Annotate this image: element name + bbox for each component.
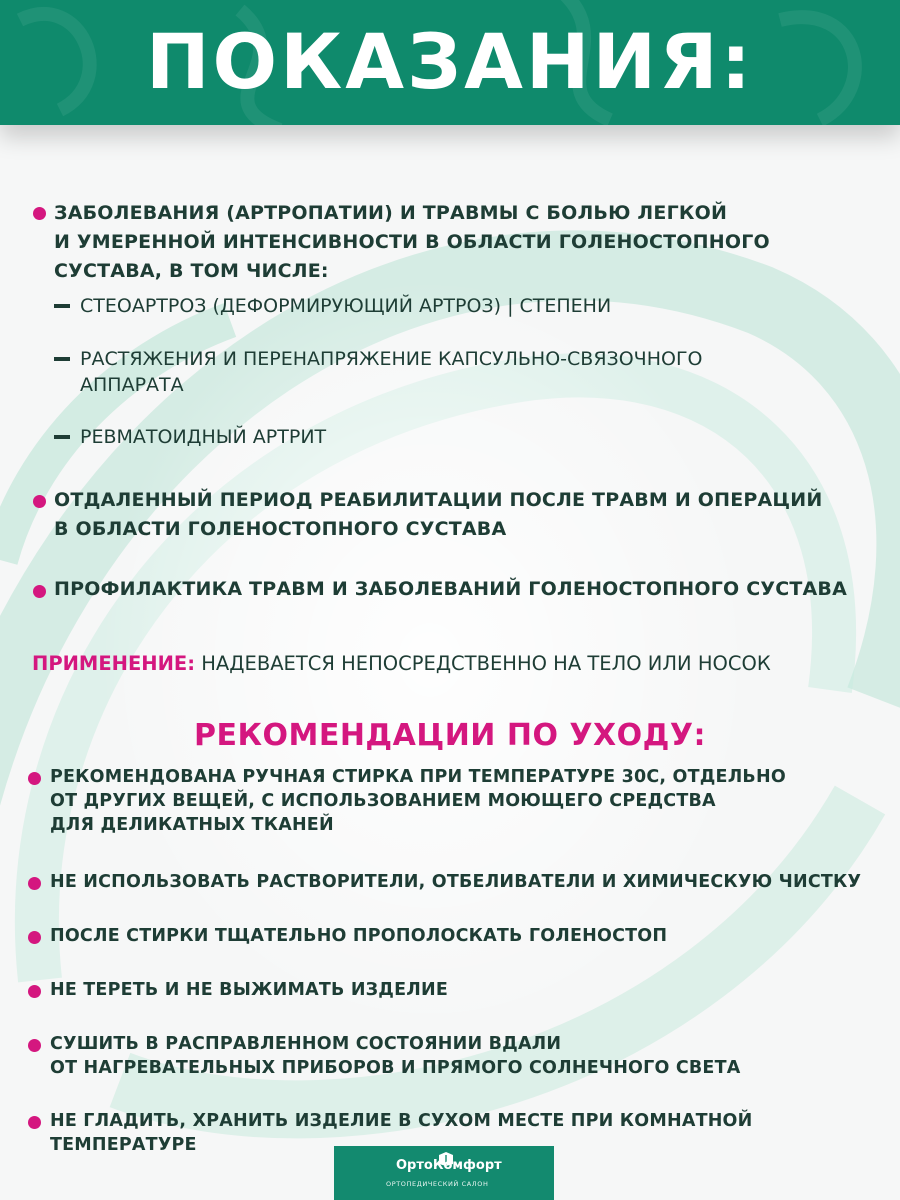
care-line: ОТ ДРУГИХ ВЕЩЕЙ, С ИСПОЛЬЗОВАНИЕМ МОЮЩЕГО СРЕДСТВА — [50, 791, 716, 811]
indication-line: СУСТАВА, В ТОМ ЧИСЛЕ: — [54, 260, 329, 282]
indication-line: В ОБЛАСТИ ГОЛЕНОСТОПНОГО СУСТАВА — [54, 518, 507, 540]
indication-line: ОТДАЛЕННЫЙ ПЕРИОД РЕАБИЛИТАЦИИ ПОСЛЕ ТРАВМ И ОПЕРАЦИЙ — [54, 489, 823, 511]
bullet-dot-icon — [28, 931, 41, 944]
dash-icon — [54, 304, 70, 308]
care-line: ТЕМПЕРАТУРЕ — [50, 1135, 197, 1155]
sub-item-text: РАСТЯЖЕНИЯ И ПЕРЕНАПРЯЖЕНИЕ КАПСУЛЬНО-СВЯЗОЧНОГО — [80, 348, 703, 370]
indication-line: И УМЕРЕННОЙ ИНТЕНСИВНОСТИ В ОБЛАСТИ ГОЛЕНОСТОПНОГО — [54, 231, 770, 253]
application-line — [32, 650, 771, 678]
care-line: НЕ ИСПОЛЬЗОВАТЬ РАСТВОРИТЕЛИ, ОТБЕЛИВАТЕЛИ И ХИМИЧЕСКУЮ ЧИСТКУ — [50, 872, 862, 892]
bullet-dot-icon — [28, 772, 41, 785]
sub-item-text: АППАРАТА — [80, 374, 184, 396]
page-title: ПОКАЗАНИЯ: — [145, 17, 755, 106]
brand-logo — [334, 1146, 554, 1200]
logo-subtitle: ОРТОПЕДИЧЕСКИЙ САЛОН — [386, 1180, 489, 1188]
bullet-dot-icon — [33, 585, 46, 598]
bullet-dot-icon — [28, 1039, 41, 1052]
care-title: РЕКОМЕНДАЦИИ ПО УХОДУ: — [193, 718, 707, 753]
indication-line: ЗАБОЛЕВАНИЯ (АРТРОПАТИИ) И ТРАВМЫ С БОЛЬЮ ЛЕГКОЙ — [54, 202, 728, 224]
bullet-dot-icon — [28, 985, 41, 998]
application-text: НАДЕВАЕТСЯ НЕПОСРЕДСТВЕННО НА ТЕЛО ИЛИ НОСОК — [201, 652, 771, 675]
sub-item-text: РЕВМАТОИДНЫЙ АРТРИТ — [80, 426, 327, 448]
bullet-dot-icon — [33, 495, 46, 508]
header-banner — [0, 0, 900, 125]
bullet-dot-icon — [28, 1116, 41, 1129]
care-line: РЕКОМЕНДОВАНА РУЧНАЯ СТИРКА ПРИ ТЕМПЕРАТУРЕ 30С, ОТДЕЛЬНО — [50, 767, 786, 787]
bullet-dot-icon — [28, 877, 41, 890]
logo-name: ОртоКомфорт — [396, 1158, 502, 1173]
care-line: НЕ ГЛАДИТЬ, ХРАНИТЬ ИЗДЕЛИЕ В СУХОМ МЕСТЕ ПРИ КОМНАТНОЙ — [50, 1111, 753, 1131]
dash-icon — [54, 357, 70, 361]
dash-icon — [54, 435, 70, 439]
application-label: ПРИМЕНЕНИЕ: — [32, 652, 196, 675]
care-line: ОТ НАГРЕВАТЕЛЬНЫХ ПРИБОРОВ И ПРЯМОГО СОЛНЕЧНОГО СВЕТА — [50, 1058, 741, 1078]
bullet-dot-icon — [33, 207, 46, 220]
indication-line: ПРОФИЛАКТИКА ТРАВМ И ЗАБОЛЕВАНИЙ ГОЛЕНОСТОПНОГО СУСТАВА — [54, 578, 848, 600]
sub-item-text: СТЕОАРТРОЗ (ДЕФОРМИРУЮЩИЙ АРТРОЗ) | СТЕПЕНИ — [80, 295, 612, 317]
care-line: НЕ ТЕРЕТЬ И НЕ ВЫЖИМАТЬ ИЗДЕЛИЕ — [50, 980, 448, 1000]
care-line: ПОСЛЕ СТИРКИ ТЩАТЕЛЬНО ПРОПОЛОСКАТЬ ГОЛЕНОСТОП — [50, 926, 668, 946]
care-line: СУШИТЬ В РАСПРАВЛЕННОМ СОСТОЯНИИ ВДАЛИ — [50, 1034, 562, 1054]
care-line: ДЛЯ ДЕЛИКАТНЫХ ТКАНЕЙ — [50, 815, 334, 835]
